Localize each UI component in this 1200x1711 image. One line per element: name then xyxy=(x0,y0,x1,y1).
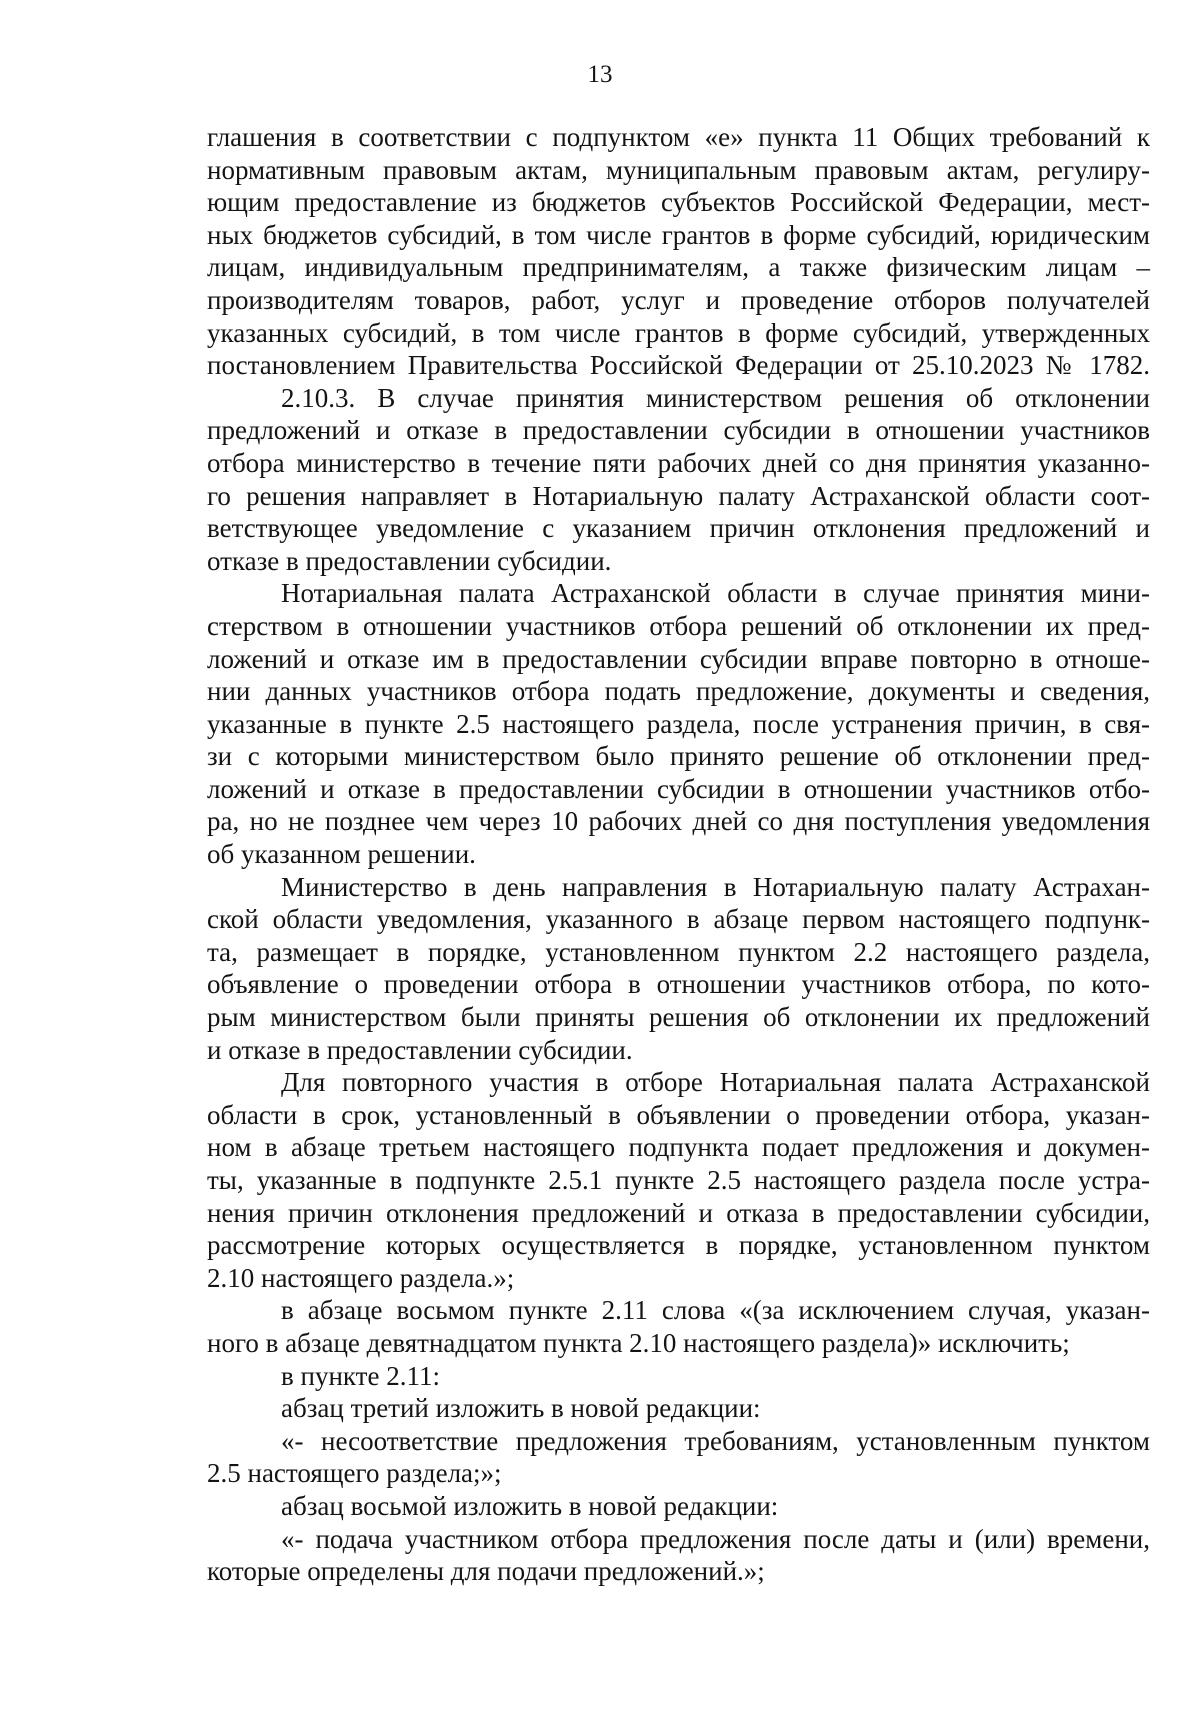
text-line: ных бюджетов субсидий, в том числе грантов в форме субсидий, юридическим xyxy=(207,219,1150,250)
text-line: ном в абзаце третьем настоящего подпункта подает предложения и докумен- xyxy=(207,1132,1150,1163)
text-line: объявление о проведении отбора в отношении участников отбора, по кото- xyxy=(207,969,1150,1000)
text-line: которые определены для подачи предложений.»; xyxy=(207,1556,765,1587)
text-line: области в срок, установленный в объявлении о проведении отбора, указан- xyxy=(207,1099,1150,1130)
text-line: указанные в пункте 2.5 настоящего раздела, после устранения причин, в свя- xyxy=(207,708,1150,739)
text-line: нормативным правовым актам, муниципальным правовым актам, регулиру- xyxy=(207,154,1150,185)
text-line: постановлением Правительства Российской Федерации от 25.10.2023 № 1782. xyxy=(207,350,1150,381)
text-line: производителям товаров, работ, услуг и проведение отборов получателей xyxy=(207,284,1150,315)
text-line: указанных субсидий, в том числе грантов в форме субсидий, утвержденных xyxy=(207,317,1150,348)
text-line: в абзаце восьмом пункте 2.11 слова «(за исключением случая, указан- xyxy=(281,1295,1150,1326)
text-line: Министерство в день направления в Нотариальную палату Астрахан- xyxy=(281,871,1150,902)
text-line: ской области уведомления, указанного в абзаце первом настоящего подпунк- xyxy=(207,904,1150,935)
text-line: го решения направляет в Нотариальную палату Астраханской области соот- xyxy=(207,480,1150,511)
paragraph xyxy=(207,1425,1150,1490)
paragraph xyxy=(207,1392,1150,1425)
text-line: нения причин отклонения предложений и отказа в предоставлении субсидии, xyxy=(207,1197,1150,1228)
text-line: ты, указанные в подпункте 2.5.1 пункте 2.5 настоящего раздела после устра- xyxy=(207,1165,1150,1195)
text-line: рассмотрение которых осуществляется в порядке, установленном пунктом xyxy=(207,1230,1150,1261)
paragraph xyxy=(207,382,1150,578)
text-line: стерством в отношении участников отбора решений об отклонении их пред- xyxy=(207,610,1150,641)
paragraph xyxy=(207,577,1150,870)
document-body xyxy=(207,121,1150,1588)
text-line: та, размещает в порядке, установленном пунктом 2.2 настоящего раздела, xyxy=(207,936,1150,967)
text-line: «- несоответствие предложения требованиям, установленным пунктом xyxy=(281,1425,1150,1456)
text-line: 2.10 настоящего раздела.»; xyxy=(207,1262,515,1293)
text-line: нии данных участников отбора подать предложение, документы и сведения, xyxy=(207,676,1150,707)
text-line: лицам, индивидуальным предпринимателям, а также физическим лицам – xyxy=(207,252,1150,283)
paragraph xyxy=(207,1523,1150,1588)
text-line: 2.5 настоящего раздела;»; xyxy=(207,1458,502,1489)
text-line: абзац восьмой изложить в новой редакции: xyxy=(281,1490,779,1521)
paragraph xyxy=(207,1066,1150,1294)
paragraph xyxy=(207,121,1150,382)
page-number: 13 xyxy=(587,61,613,88)
text-line: абзац третий изложить в новой редакции: xyxy=(281,1393,761,1424)
text-line: ра, но не позднее чем через 10 рабочих дней со дня поступления уведомления xyxy=(207,806,1150,837)
text-line: об указанном решении. xyxy=(207,839,476,870)
text-line: глашения в соответствии с подпунктом «е» пункта 11 Общих требований к xyxy=(207,122,1150,152)
text-line: 2.10.3. В случае принятия министерством решения об отклонении xyxy=(281,382,1150,413)
text-line: ложений и отказе им в предоставлении субсидии вправе повторно в отноше- xyxy=(207,643,1150,674)
text-line: рым министерством были приняты решения об отклонении их предложений xyxy=(207,1002,1150,1033)
text-line: ветствующее уведомление с указанием причин отклонения предложений и xyxy=(207,513,1150,544)
text-line: в пункте 2.11: xyxy=(281,1360,440,1391)
text-line: Для повторного участия в отборе Нотариальная палата Астраханской xyxy=(281,1067,1150,1098)
paragraph xyxy=(207,1360,1150,1393)
paragraph xyxy=(207,1294,1150,1359)
text-line: отбора министерство в течение пяти рабочих дней со дня принятия указанно- xyxy=(207,447,1150,478)
text-line: предложений и отказе в предоставлении субсидии в отношении участников xyxy=(207,415,1150,446)
text-line: Нотариальная палата Астраханской области в случае принятия мини- xyxy=(281,578,1150,609)
paragraph xyxy=(207,1490,1150,1523)
paragraph xyxy=(207,871,1150,1067)
text-line: ющим предоставление из бюджетов субъектов Российской Федерации, мест- xyxy=(207,187,1150,218)
text-line: ложений и отказе в предоставлении субсидии в отношении участников отбо- xyxy=(207,773,1150,804)
text-line: отказе в предоставлении субсидии. xyxy=(207,545,612,576)
text-line: зи с которыми министерством было принято решение об отклонении пред- xyxy=(207,741,1150,772)
text-line: «- подача участником отбора предложения после даты и (или) времени, xyxy=(281,1523,1150,1554)
text-line: и отказе в предоставлении субсидии. xyxy=(207,1034,633,1065)
text-line: ного в абзаце девятнадцатом пункта 2.10 настоящего раздела)» исключить; xyxy=(207,1327,1070,1358)
